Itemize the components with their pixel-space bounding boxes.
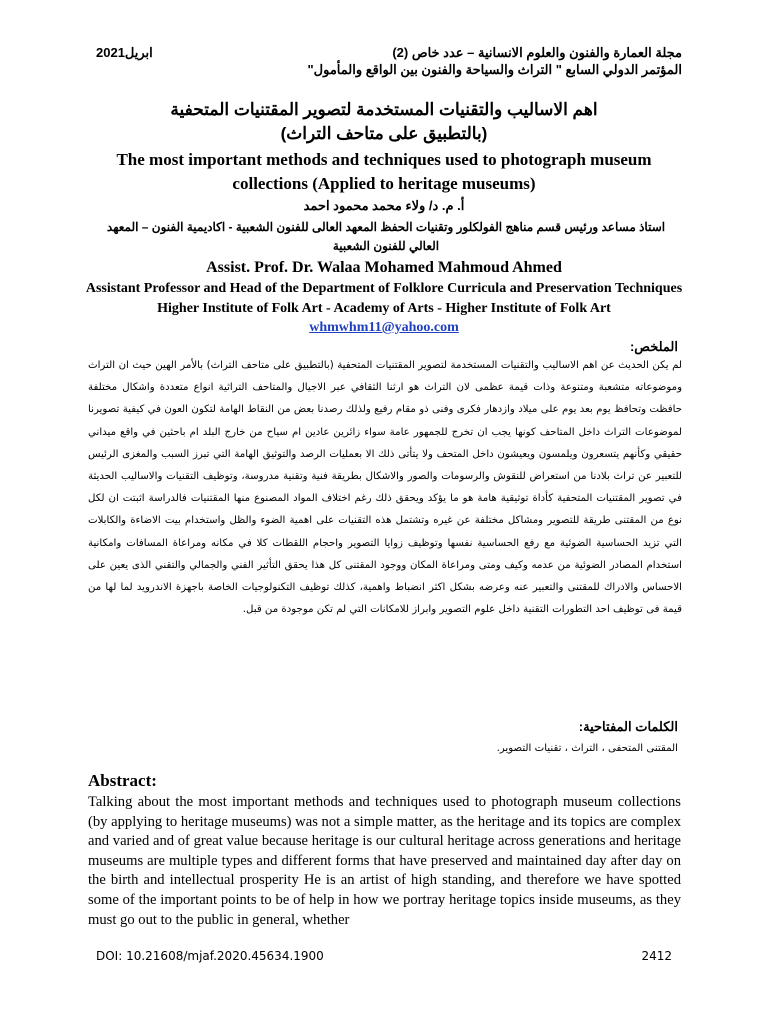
running-header bbox=[96, 44, 682, 79]
abstract-arabic-heading: الملخص: bbox=[629, 339, 678, 354]
conference-name: المؤتمر الدولي السابع " التراث والسياحة والفنون بين الواقع والمأمول" bbox=[307, 62, 682, 77]
journal-name: مجلة العمارة والفنون والعلوم الانسانية – عدد خاص (2) bbox=[392, 45, 682, 60]
abstract-arabic-body: لم يكن الحديث عن اهم الاساليب والتقنيات المستخدمة لتصوير المقتنيات المتحفية (بالتطبيق على متاحف التراث) بالأمر الهين حيث ان التراث وموضوعاته متشعبة ومتنوعة وذات قيمة عظمى لان التراث هو ارثنا الثقافي عبر الاجيال والمتاحف التراثية انواع متعددة واشكال مختلفة حافظت وتحافظ يوم بعد يوم على ميلاد وازدهار فكرى وفنى ذو مقام رفيع ولذلك رصدنا بعض من النقاط الهامة لتكون العون في كيفية تصويرنا لموضوعات التراث داخل المتاحف كونها يجب ان تخرج للجمهور عامة سواء زائرين عادين ام سياح من خارج البلد ام باحثين في واقع ميداني حقيقي وكأنهم يتسعرون ويلمسون ويعيشون داخل المتحف ولا يتأتى ذلك الا بعمليات الرصد والتوثيق الهامة التي تبرز السبب والمغزى الرئيس للتعبير عن تراث بلادنا من استعراض للنقوش والرسومات والصور والاشكال بطريقة فنية وتقنية مدروسة، وتوظيف التقنيات والاساليب الحديثة في تصوير المقتنيات المتحفية كأداة توثيقية هامة هو ما يؤكد ويحقق ذلك رغم اختلاف المواد المصنوع منها المقتنيات فالدراسة اثبتت ان لكل نوع من المقتنى طريقة للتصوير ومشاكل مختلفة عن غيره وتشتمل هذه التقنيات على اهمية الضوء والظل واستخدام بيت الاضاءة والكابلات التي تزيد الحساسية الضوئية مع رفع الحساسية نفسها وتوظيف زوايا التصوير واحجام اللقطات كلا في مكانه ومراعاة المسافات وامكانية استخدام المصادر الضوئية من عدمه وكيف ومتى ومراعاة المكان ووجود المقتنى كل هذا يحقق التأثير الفني والجمالي والتقني الذى يعين على الاحساس والادراك للمقتنى والتعبير عنه وعرضه بشكل اكثر انضباط واهمية، كذلك توظيف التكنولوجيات الخاصة باجهزة الاندرويد لما لها من قيمة فى توظيف احد التطورات التقنية داخل علوم التصوير وابراز للامكانات التي لم تكن موجودة من قبل. bbox=[88, 360, 682, 616]
issue-date: ابريل2021 bbox=[96, 45, 153, 60]
author-email-link[interactable]: whmwhm11@yahoo.com bbox=[309, 320, 459, 335]
title-arabic-line1: اهم الاساليب والتقنيات المستخدمة لتصوير المقتنيات المتحفية bbox=[170, 100, 598, 119]
author-name-english: Assist. Prof. Dr. Walaa Mohamed Mahmoud Ahmed bbox=[206, 259, 562, 276]
abstract-english-heading: Abstract: bbox=[88, 771, 157, 790]
author-name-arabic: أ. م. د/ ولاء محمد محمود احمد bbox=[303, 198, 465, 213]
title-english: The most important methods and techniques used to photograph museum collections (Applied to heritage museums) bbox=[116, 150, 652, 193]
author-affiliation-english: Assistant Professor and Head of the Department of Folklore Curricula and Preservation Techniques Higher Institute of Folk Art - Academy of Arts - Higher Institute of Folk Art bbox=[85, 281, 683, 316]
page-number: 2412 bbox=[641, 949, 672, 963]
keywords-arabic-body: المقتنى المتحفى ، التراث ، تقنيات التصوير. bbox=[496, 743, 678, 754]
abstract-english-body: Talking about the most important methods and techniques used to photograph museum collections (by applying to heritage museums) was not a simple matter, as the heritage and its topics are complex and varied and of great value because heritage is our cultural heritage across generations and heritage museums are multiple types and different forms that have preserved and maintained day after day on the birth and intellectual prosperity He is an artist of high standing, and therefore we have spotted some of the important points to be of help in how we portray heritage topics inside museums, as they must go out to the public in general, whether bbox=[88, 794, 681, 928]
keywords-arabic-heading: الكلمات المفتاحية: bbox=[578, 719, 678, 734]
title-block bbox=[80, 98, 688, 196]
doi-text: DOI: 10.21608/mjaf.2020.45634.1900 bbox=[96, 949, 324, 963]
page-footer bbox=[96, 948, 672, 964]
author-affiliation-arabic: استاذ مساعد ورئيس قسم مناهج الفولكلور وتقنيات الحفظ المعهد العالى للفنون الشعبية - اكاديمية الفنون – المعهد العالي للفنون الشعبية bbox=[106, 220, 666, 253]
title-arabic-line2: (بالتطبيق على متاحف التراث) bbox=[280, 124, 488, 143]
